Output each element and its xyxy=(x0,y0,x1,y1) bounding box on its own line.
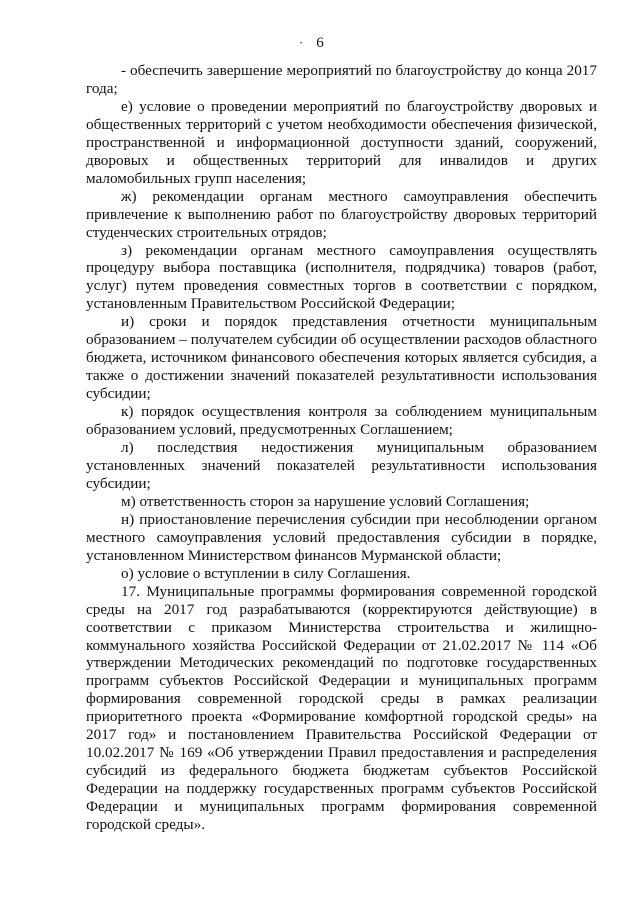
document-body xyxy=(86,62,597,834)
paragraph-item-l: л) последствия недостижения муниципальным образованием установленных значений показателей результативности использования субсидии; xyxy=(86,439,597,492)
paragraph-item-n: н) приостановление перечисления субсидии при несоблюдении органом местного самоуправления условий предоставления субсидии в порядке, установленном Министерством финансов Мурманской области; xyxy=(86,510,597,564)
page-number: 6 xyxy=(316,35,324,51)
paragraph-deadline-item: - обеспечить завершение мероприятий по благоустройству до конца 2017 года; xyxy=(86,62,597,97)
paragraph-item-i: и) сроки и порядок представления отчетности муниципальным образованием – получателем субсидии об осуществлении расходов областного бюджета, источником финансового обеспечения которых является субсидия, а также о достижении значений показателей результативности использования субсидии; xyxy=(86,313,597,403)
paragraph-item-e: е) условие о проведении мероприятий по благоустройству дворовых и общественных территорий с учетом необходимости обеспечения физической, пространственной и информационной доступности зданий, сооружений, дворовых и общественных территорий для инвалидов и других маломобильных групп населения; xyxy=(86,97,597,187)
paragraph-item-m: м) ответственность сторон за нарушение условий Соглашения; xyxy=(121,492,530,510)
scan-dot-mark: · xyxy=(299,35,304,50)
paragraph-item-zh: ж) рекомендации органам местного самоуправления обеспечить привлечение к выполнению работ по благоустройству дворовых территорий студенческих строительных отрядов; xyxy=(86,187,597,241)
paragraph-item-k: к) порядок осуществления контроля за соблюдением муниципальным образованием условий, предусмотренных Соглашением; xyxy=(86,403,597,439)
paragraph-item-o: о) условие о вступлении в силу Соглашения. xyxy=(121,564,411,582)
paragraph-item-z: з) рекомендации органам местного самоуправления осуществлять процедуру выбора поставщика (исполнителя, подрядчика) товаров (работ, услуг) путем проведения совместных торгов в соответствии с порядком, установленным Правительством Российской Федерации; xyxy=(86,241,597,313)
paragraph-clause-17: 17. Муниципальные программы формирования современной городской среды на 2017 год разрабатываются (корректируются действующие) в соответствии с приказом Министерства строительства и жилищно-коммунального хозяйства Российской Федерации от 21.02.2017 № 114 «Об утверждении Методических рекомендаций по подготовке государственных программ субъектов Российской Федерации и муниципальных программ формирования современной городской среды в рамках реализации приоритетного проекта «Формирование комфортной городской среды» на 2017 год» и постановлением Правительства Российской Федерации от 10.02.2017 № 169 «Об утверждении Правил предоставления и распределения субсидий из федерального бюджета бюджетам субъектов Российской Федерации на поддержку государственных программ субъектов Российской Федерации и муниципальных программ формирования современной городской среды». xyxy=(86,582,597,834)
